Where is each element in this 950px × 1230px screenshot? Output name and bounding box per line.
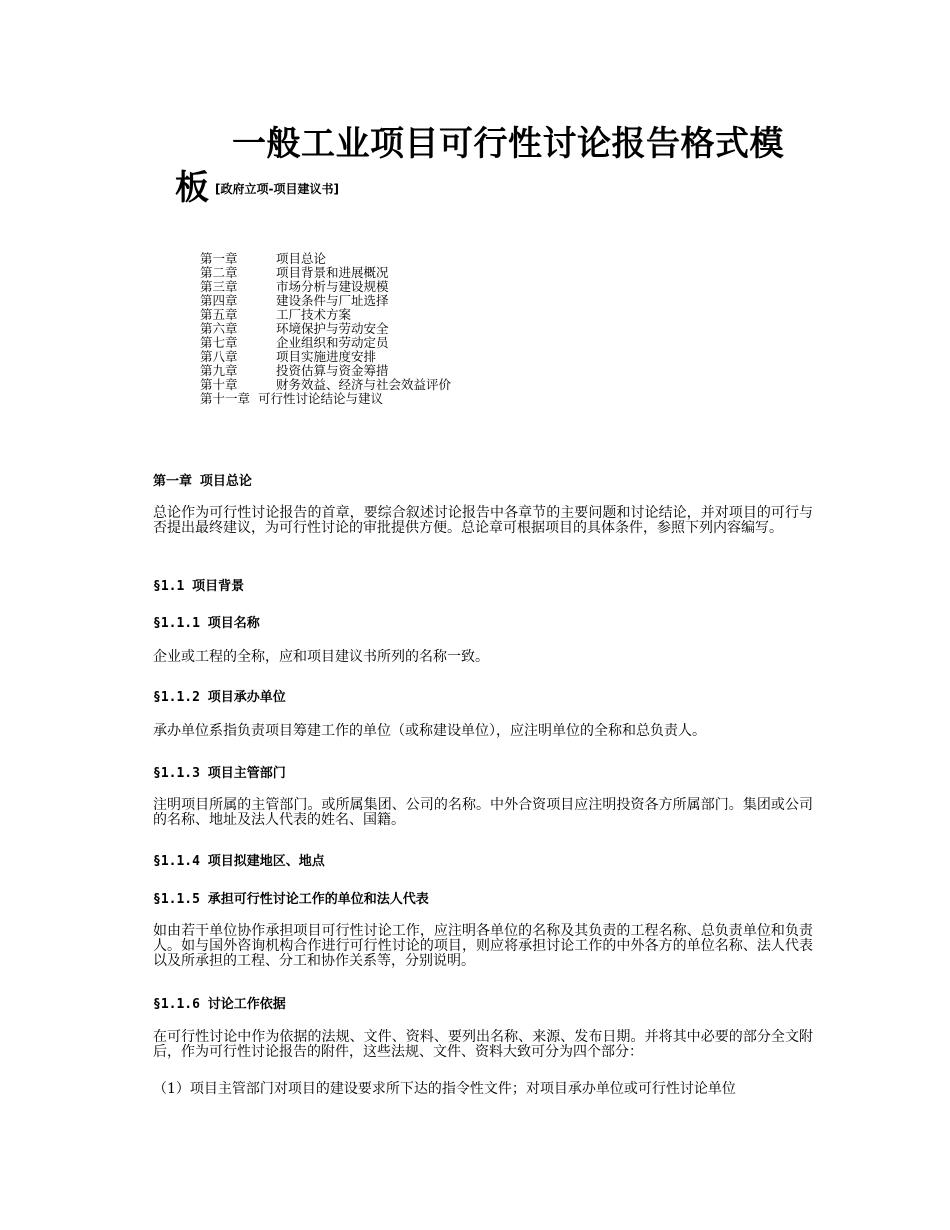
toc-item	[200, 378, 451, 392]
chapter-heading: 第一章 项目总论	[153, 474, 252, 489]
toc-item	[200, 266, 451, 280]
paragraph: 如由若干单位协作承担项目可行性讨论工作，应注明各单位的名称及其负责的工程名称、总负责单位和负责人。如与国外咨询机构合作进行可行性讨论的项目，则应将承担讨论工作的中外各方的单位名称、法人代表以及所承担的工程、分工和协作关系等，分别说明。	[153, 923, 813, 969]
section-heading: §1.1.4 项目拟建地区、地点	[153, 854, 325, 869]
document-title-last-char: 板	[175, 168, 209, 208]
section-heading: §1.1 项目背景	[153, 579, 245, 594]
toc-item	[200, 350, 451, 364]
toc-chapter-number: 第一章	[200, 251, 238, 266]
toc-chapter-number: 第五章	[200, 307, 238, 322]
list-item: （1）项目主管部门对项目的建设要求所下达的指令性文件；对项目承办单位或可行性讨论单位	[153, 1081, 736, 1097]
section-heading: §1.1.1 项目名称	[153, 616, 260, 631]
table-of-contents	[200, 252, 451, 406]
toc-chapter-title: 项目总论	[276, 251, 327, 266]
paragraph: 在可行性讨论中作为依据的法规、文件、资料、要列出名称、来源、发布日期。并将其中必要的部分全文附后，作为可行性讨论报告的附件，这些法规、文件、资料大致可分为四个部分：	[153, 1029, 813, 1060]
toc-chapter-title: 市场分析与建设规模	[276, 279, 389, 294]
toc-item	[200, 308, 451, 322]
toc-chapter-title: 可行性讨论结论与建议	[258, 391, 384, 406]
toc-chapter-number: 第十一章	[200, 391, 251, 406]
toc-chapter-number: 第六章	[200, 321, 238, 336]
toc-chapter-title: 财务效益、经济与社会效益评价	[276, 377, 452, 392]
toc-chapter-number: 第九章	[200, 363, 238, 378]
toc-item	[200, 252, 451, 266]
document-title: 一般工业项目可行性讨论报告格式模	[232, 124, 784, 164]
toc-chapter-title: 项目背景和进展概况	[276, 265, 389, 280]
toc-item	[200, 280, 451, 294]
toc-chapter-number: 第三章	[200, 279, 238, 294]
paragraph: 承办单位系指负责项目筹建工作的单位（或称建设单位），应注明单位的全称和总负责人。	[153, 723, 706, 739]
paragraph: 注明项目所属的主管部门。或所属集团、公司的名称。中外合资项目应注明投资各方所属部门。集团或公司的名称、地址及法人代表的姓名、国籍。	[153, 797, 813, 828]
toc-chapter-number: 第四章	[200, 293, 238, 308]
section-heading: §1.1.6 讨论工作依据	[153, 997, 286, 1012]
section-heading: §1.1.3 项目主管部门	[153, 766, 286, 781]
toc-item	[200, 322, 451, 336]
paragraph: 企业或工程的全称，应和项目建议书所列的名称一致。	[153, 649, 489, 665]
toc-chapter-number: 第十章	[200, 377, 238, 392]
toc-chapter-number: 第八章	[200, 349, 238, 364]
toc-chapter-title: 工厂技术方案	[276, 307, 352, 322]
toc-item	[200, 392, 451, 406]
toc-item	[200, 364, 451, 378]
paragraph: 总论作为可行性讨论报告的首章，要综合叙述讨论报告中各章节的主要问题和讨论结论，并对项目的可行与否提出最终建议，为可行性讨论的审批提供方便。总论章可根据项目的具体条件，参照下列内容编写。	[153, 505, 813, 536]
document-title-continued	[175, 166, 339, 210]
toc-chapter-title: 企业组织和劳动定员	[276, 335, 389, 350]
toc-chapter-number: 第二章	[200, 265, 238, 280]
toc-chapter-number: 第七章	[200, 335, 238, 350]
toc-chapter-title: 项目实施进度安排	[276, 349, 377, 364]
toc-chapter-title: 建设条件与厂址选择	[276, 293, 389, 308]
section-heading: §1.1.2 项目承办单位	[153, 690, 286, 705]
toc-chapter-title: 环境保护与劳动安全	[276, 321, 389, 336]
toc-item	[200, 294, 451, 308]
toc-item	[200, 336, 451, 350]
toc-chapter-title: 投资估算与资金筹措	[276, 363, 389, 378]
document-subtitle: [政府立项-项目建议书]	[215, 182, 339, 196]
section-heading: §1.1.5 承担可行性讨论工作的单位和法人代表	[153, 892, 429, 907]
